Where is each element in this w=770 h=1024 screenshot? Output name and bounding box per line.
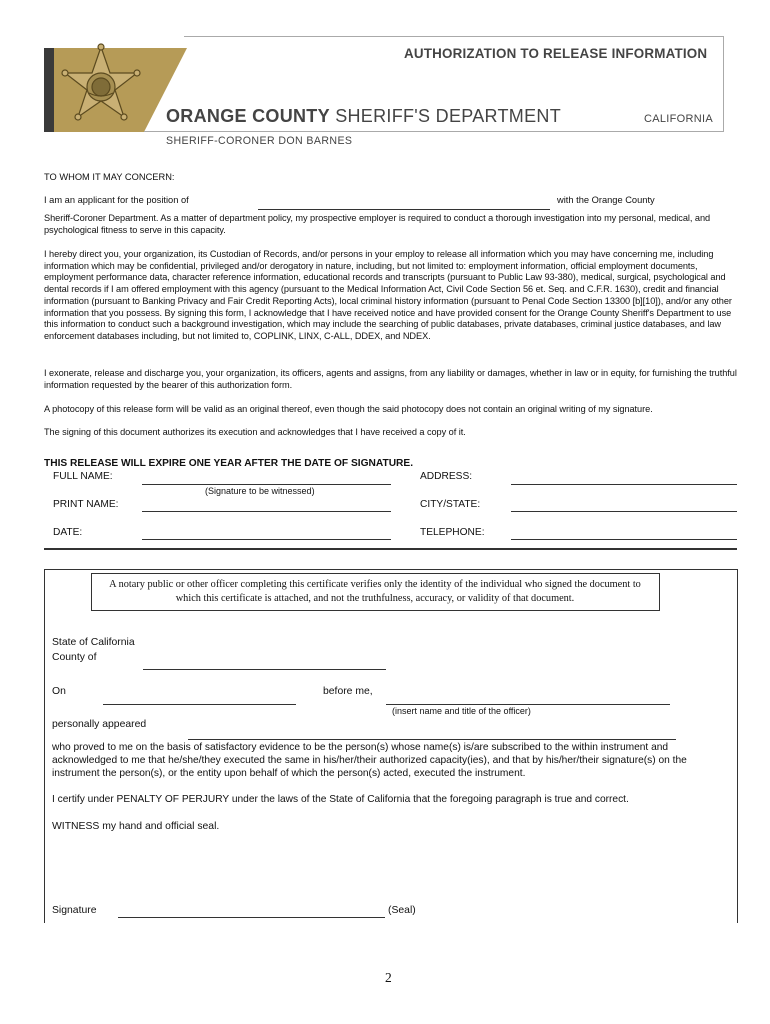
expiration-notice: THIS RELEASE WILL EXPIRE ONE YEAR AFTER THE DATE OF SIGNATURE.	[44, 458, 414, 469]
header-frame-right	[723, 36, 724, 132]
notary-disclaimer: A notary public or other officer completing this certificate verifies only the identity of the individual who signed the document to which this certificate is attached, and not the truthfulness, accuracy, or validity of that document.	[109, 579, 641, 604]
notary-certify: I certify under PENALTY OF PERJURY under the laws of the State of California that the foregoing paragraph is true and correct.	[52, 794, 629, 805]
paragraph-release: I hereby direct you, your organization, its Custodian of Records, and/or persons in your employ to release all information which you may have concerning me, including information which may be confidential, privileged and/or derogatory in nature, including, but not limited to: employment information, official employment documents, employment performance data, character reference information, educational records and transcripts (pursuant to Public Law 93-380), medical, surgical, psychological and dental records if I am offered employment with this agency (pursuant to the Medical Information Act, Civil Code Section 56 et. Seq. and C.F.R. 1630), credit and financial information (pursuant to Banking Privacy and Fair Credit Reporting Acts), local criminal history information (pursuant to Penal Code Section 13300 [b][10]), and/or any other information that you possess. By signing this form, I acknowledge that I have received notice and have provided consent for the Orange County Sheriff's Department to use this information to conduct such a background investigation, which may include the searching of public databases, private databases, criminal justice databases, and law enforcement databases including, but not limited to, COPLINK, LINX, C-ALL, DDEX, and NDEX.	[44, 249, 732, 341]
department-name-bold: ORANGE COUNTY	[166, 106, 330, 126]
notary-seal-label: (Seal)	[388, 905, 416, 916]
notary-proved-paragraph: who proved to me on the basis of satisfactory evidence to be the person(s) whose name(s) is/are subscribed to the within instrument and acknowledged to me that he/she/they executed the same in his/her/their authorized capacity(ies), and that by his/her/their signature(s) on the instrument the person(s), or the entity upon behalf of which the person(s) acted, executed the instrument.	[52, 742, 687, 780]
city-state-label: CITY/STATE:	[420, 499, 481, 510]
notary-signature-field[interactable]	[118, 917, 385, 918]
paragraph-exonerate: I exonerate, release and discharge you, your organization, its officers, agents and assigns, from any liability or damages, whether in law or in equity, for furnishing the truthful information requested by the bearer of this authorization form.	[44, 368, 737, 390]
position-field[interactable]	[258, 209, 550, 210]
notary-witness: WITNESS my hand and official seal.	[52, 821, 220, 832]
date-label: DATE:	[53, 527, 83, 538]
address-label: ADDRESS:	[420, 471, 473, 482]
notary-state: State of California	[52, 637, 135, 648]
paragraph-signing: The signing of this document authorizes its execution and acknowledges that I have received a copy of it.	[44, 427, 466, 437]
department-name	[166, 106, 561, 127]
applicant-prefix: I am an applicant for the position of	[44, 195, 189, 205]
form-title: AUTHORIZATION TO RELEASE INFORMATION	[404, 46, 708, 61]
notary-appeared-field[interactable]	[188, 739, 676, 740]
notary-officer-field[interactable]	[386, 704, 670, 705]
full-name-label: FULL NAME:	[53, 471, 113, 482]
notary-before-me: before me,	[323, 686, 373, 697]
notary-on-label: On	[52, 686, 66, 697]
notary-date-field[interactable]	[103, 704, 296, 705]
salutation: TO WHOM IT MAY CONCERN:	[44, 172, 175, 182]
header-frame-top	[184, 36, 724, 37]
notary-signature-label: Signature	[52, 905, 97, 916]
notary-county-field[interactable]	[143, 669, 386, 670]
state-name: CALIFORNIA	[644, 113, 714, 125]
telephone-field[interactable]	[511, 539, 737, 540]
notary-appeared-label: personally appeared	[52, 719, 147, 730]
page-number: 2	[385, 970, 392, 985]
print-name-field[interactable]	[142, 511, 391, 512]
paragraph-policy: Sheriff-Coroner Department. As a matter of department policy, my prospective employer is required to conduct a thorough investigation into my personal, medical, and psychological fitness to serve in this capacity.	[44, 213, 711, 235]
city-state-field[interactable]	[511, 511, 737, 512]
sheriff-name: SHERIFF-CORONER DON BARNES	[166, 135, 353, 147]
paragraph-photocopy: A photocopy of this release form will be valid as an original thereof, even though the said photocopy does not contain an original writing of my signature.	[44, 404, 653, 414]
department-name-rest: SHERIFF'S DEPARTMENT	[329, 106, 561, 126]
address-field[interactable]	[511, 484, 737, 485]
header-frame-bottom	[144, 131, 724, 132]
signature-note: (Signature to be witnessed)	[205, 486, 315, 496]
print-name-label: PRINT NAME:	[53, 499, 119, 510]
notary-officer-note: (insert name and title of the officer)	[392, 706, 531, 716]
full-name-field[interactable]	[142, 484, 391, 485]
separator-line	[44, 548, 737, 550]
applicant-suffix: with the Orange County	[557, 195, 655, 205]
telephone-label: TELEPHONE:	[420, 527, 485, 538]
notary-county-label: County of	[52, 652, 97, 663]
date-field[interactable]	[142, 539, 391, 540]
letterhead	[44, 36, 724, 147]
